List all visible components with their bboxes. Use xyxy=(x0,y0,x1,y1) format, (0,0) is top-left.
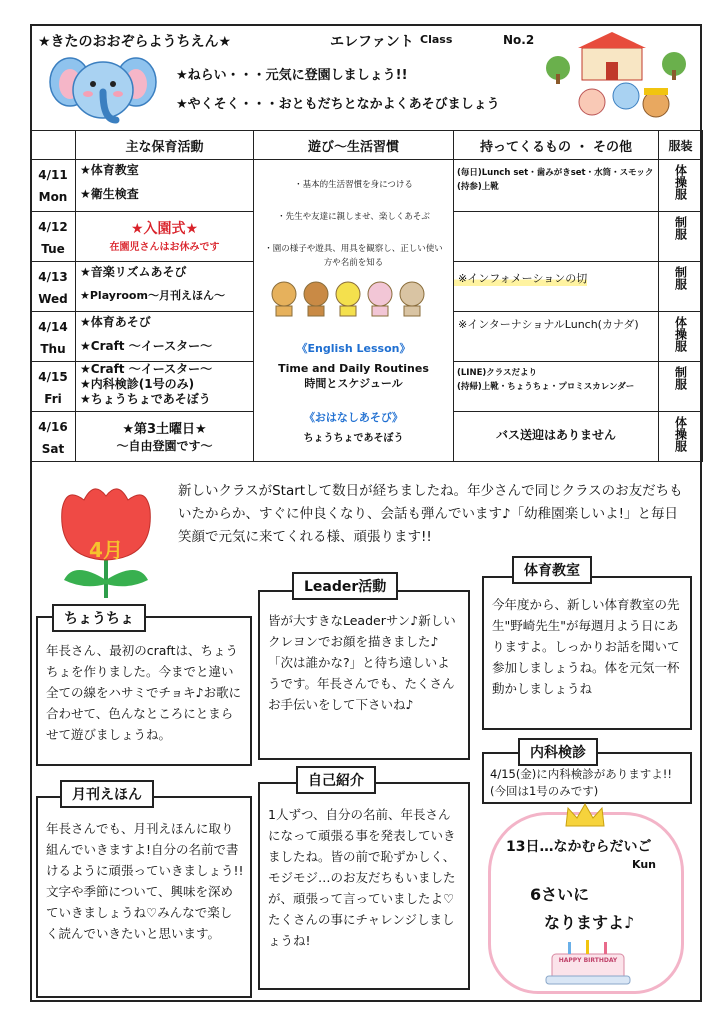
items-fri: (LINE)クラスだより (持帰)上靴・ちょうちょ・プロミスカレンダー xyxy=(454,362,659,412)
story-title: 《おはなしあそび》 xyxy=(303,411,404,424)
dress-mon: 体操服 xyxy=(659,160,703,212)
birthday-age: 6さいに xyxy=(530,885,590,904)
dress-tue: 制服 xyxy=(659,212,703,262)
jiko-title: 自己紹介 xyxy=(296,766,376,794)
dress-wed: 制服 xyxy=(659,262,703,312)
activities-fri: ★Craft ～イースター～ ★内科検診(1号のみ) ★ちょうちょであそぼう xyxy=(76,362,254,412)
day-fri: 4/15 Fri xyxy=(31,362,76,412)
day-mon: 4/11 Mon xyxy=(31,160,76,212)
english-title: 《English Lesson》 xyxy=(296,342,411,355)
cake-text: HAPPY BIRTHDAY xyxy=(558,957,618,964)
issue-number: No.2 xyxy=(503,33,535,47)
day-sat: 4/16 Sat xyxy=(31,412,76,462)
day-tue: 4/12 Tue xyxy=(31,212,76,262)
promise-text: ★やくそく・・・おともだちとなかよくあそびましょう xyxy=(176,97,500,112)
habit-3: ・園の様子や遊具、用具を観察し、正しい使い方や名前を知る xyxy=(264,244,443,268)
items-sat: バス送迎はありません xyxy=(454,412,659,462)
pe-section xyxy=(482,576,692,730)
class-name: エレファント xyxy=(330,34,414,50)
naika-title: 内科検診 xyxy=(518,738,598,766)
birthday-message: なりますよ♪ xyxy=(544,913,635,932)
leader-title: Leader活動 xyxy=(292,572,398,600)
elephant-illustration xyxy=(48,50,158,130)
leader-text: 皆が大すきなLeaderサン♪新しいクレヨンでお顔を描きました♪「次は誰かな?」と待ち遠しいようです。年長さんでも、たくさんお手伝いをして下さいね♪ xyxy=(268,613,456,712)
english-line2: 時間とスケジュール xyxy=(304,377,403,390)
ehon-section xyxy=(36,796,252,998)
day-wed: 4/13 Wed xyxy=(31,262,76,312)
dress-fri: 制服 xyxy=(659,362,703,412)
pe-title: 体育教室 xyxy=(512,556,592,584)
day-thu: 4/14 Thu xyxy=(31,312,76,362)
items-wed: ※インフォメーションの切 xyxy=(454,262,659,312)
activities-mon: ★体育教室 ★衛生検査 xyxy=(76,160,254,212)
birthday-kun: Kun xyxy=(632,858,656,871)
class-label: Class xyxy=(420,33,453,46)
animal-friends-illustration xyxy=(264,276,444,320)
activities-wed: ★音楽リズムあそび ★Playroom～月刊えほん～ xyxy=(76,262,254,312)
butterfly-text: 年長さん、最初のcraftは、ちょうちょを作りました。今までと違い全ての線をハサミでチョキ♪お歌に合わせて、色んなところにとまらせて遊びましょうね。 xyxy=(46,643,242,742)
header-activities: 主な保育活動 xyxy=(76,131,254,160)
jiko-text: 1人ずつ、自分の名前、年長さんになって頑張る事を発表していきましたね。皆の前で恥ずかしく、モジモジ…のお友だちもいましたが、頑張って言っていましたよ♡たくさんの事にチャレンジしましょうね! xyxy=(268,807,456,948)
dress-thu: 体操服 xyxy=(659,312,703,362)
pe-text: 今年度から、新しい体育教室の先生"野崎先生"が毎週月よう日にありますよ。しっかりお話を聞いて参加しましょうね。体を元気一杯動かしましょうね xyxy=(492,597,680,696)
school-name: ★きたのおおぞらようちえん★ xyxy=(38,34,232,50)
header-items: 持ってくるもの ・ その他 xyxy=(454,131,659,160)
items-mon: (毎日)Lunch set・歯みがきset・水筒・スモック (持参)上靴 xyxy=(454,160,659,212)
butterfly-title: ちょうちょ xyxy=(52,604,146,632)
activities-thu: ★体育あそび ★Craft ～イースター～ xyxy=(76,312,254,362)
activities-tue: ★入園式★ 在園児さんはお休みです xyxy=(76,212,254,262)
habit-1: ・基本的生活習慣を身につける xyxy=(294,180,413,190)
english-line1: Time and Daily Routines xyxy=(278,362,429,375)
corner-cell xyxy=(31,131,76,160)
aim-text: ★ねらい・・・元気に登園しましょう!! xyxy=(176,68,408,83)
leader-section xyxy=(258,590,470,760)
butterfly-section xyxy=(36,616,252,766)
birthday-name: 13日…なかむらだいご xyxy=(506,839,652,855)
month-badge: 4月 xyxy=(89,538,123,562)
story-text: ちょうちょであそぼう xyxy=(303,433,404,444)
ehon-text: 年長さんでも、月刊えほんに取り組んでいきますよ!自分の名前で書けるように頑張っていきましょう!!文字や季節について、興味を深めていきましょうね♡みんなで楽しく読んでいきたいと思います。 xyxy=(46,821,244,941)
crown-icon xyxy=(564,802,606,828)
jiko-section xyxy=(258,782,470,990)
header-play: 遊び～生活習慣 xyxy=(254,131,454,160)
items-thu: ※インターナショナルLunch(カナダ) xyxy=(454,312,659,362)
ehon-title: 月刊えほん xyxy=(60,780,154,808)
intro-text: 新しいクラスがStartして数日が経ちましたね。年少さんで同じクラスのお友だちもいたからか、すぐに仲良くなり、会話も弾んでいます♪「幼稚園楽しいよ!」と毎日笑顔で元気に来てくれる様、頑張ります!! xyxy=(178,483,683,545)
kindergarten-illustration xyxy=(544,30,694,125)
dress-sat: 体操服 xyxy=(659,412,703,462)
header-dress: 服装 xyxy=(659,131,703,160)
schedule-table xyxy=(30,130,703,462)
habit-2: ・先生や友達に親しませ、楽しくあそぶ xyxy=(277,212,430,222)
activities-sat: ★第3土曜日★ ～自由登園です～ xyxy=(76,412,254,462)
play-habits-cell xyxy=(254,160,454,462)
naika-text: 4/15(金)に内科検診がありますよ!!(今回は1号のみです) xyxy=(490,767,673,798)
items-tue xyxy=(454,212,659,262)
